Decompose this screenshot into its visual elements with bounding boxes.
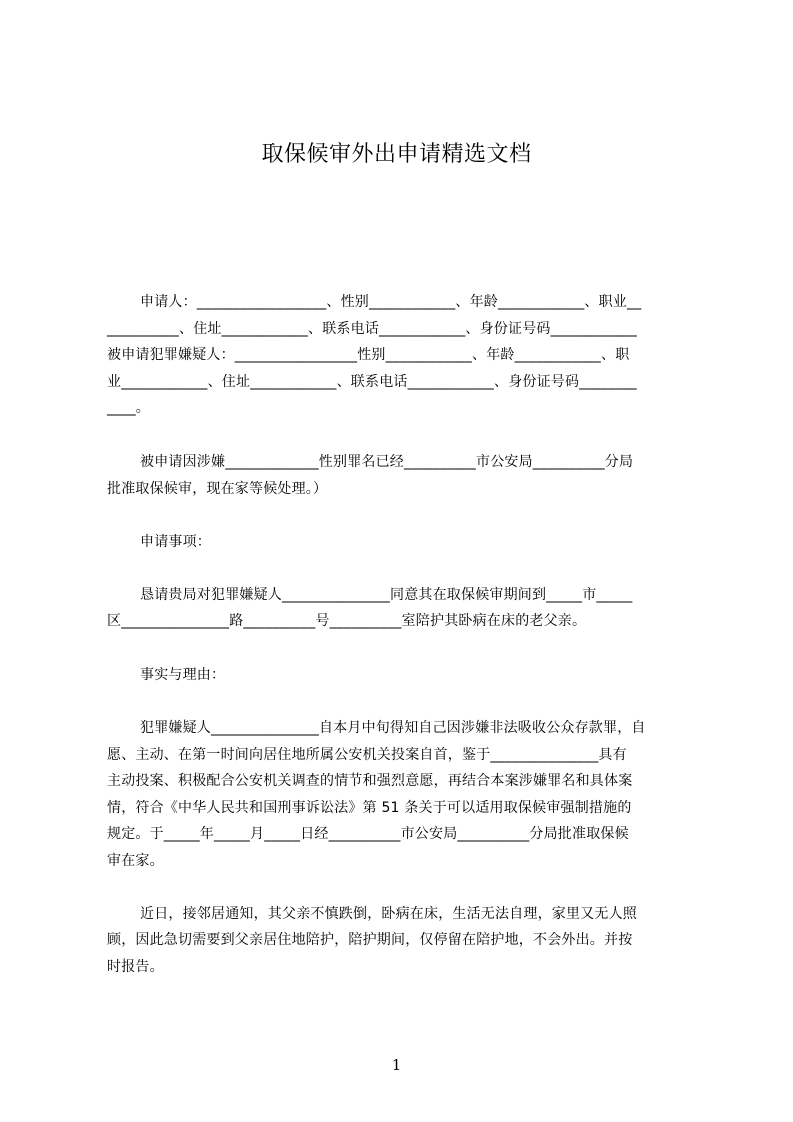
applicant-line-1: 申请人：__________________、性别____________、年龄____________、职业__ — [140, 294, 642, 310]
facts-line-6: 审在家。 — [107, 853, 164, 869]
request-line-1: 恳请贵局对犯罪嫌疑人_______________同意其在取保候审期间到_____市_____ — [140, 587, 633, 603]
applicant-line-5: ____。 — [107, 400, 150, 416]
recent-line-2: 顾，因此急切需要到父亲居住地陪护，陪护期间，仅停留在陪护地，不会外出。并按 — [107, 932, 633, 948]
case-line-1: 被申请因涉嫌_____________性别罪名已经__________市公安局__________分局 — [140, 454, 634, 470]
facts-line-4: 情，符合《中华人民共和国刑事诉讼法》第 51 条关于可以适用取保候审强制措施的 — [107, 800, 632, 816]
case-line-2: 批准取保候审，现在家等候处理。） — [107, 481, 328, 497]
page-number: 1 — [391, 1056, 402, 1074]
facts-line-3: 主动投案、积极配合公安机关调查的情节和强烈意愿，再结合本案涉嫌罪名和具体案 — [107, 773, 633, 789]
applicant-line-2: __________、住址____________、联系电话____________、身份证号码____________ — [107, 321, 637, 337]
request-heading: 申请事项： — [140, 534, 211, 550]
facts-line-1: 犯罪嫌疑人_______________自本月中旬得知自己因涉嫌非法吸收公众存款罪，自 — [140, 720, 646, 736]
page-title: 取保候审外出申请精选文档 — [261, 142, 532, 167]
applicant-line-4: 业____________、住址____________、联系电话____________、身份证号码________ — [107, 374, 637, 390]
facts-line-2: 愿、主动、在第一时间向居住地所属公安机关投案自首，鉴于_______________具有 — [107, 747, 627, 763]
request-line-2: 区_______________路__________号__________室陪护其卧病在床的老父亲。 — [107, 613, 587, 629]
recent-line-1: 近日，接邻居通知，其父亲不慎跌倒，卧病在床，生活无法自理，家里又无人照 — [140, 906, 637, 922]
facts-heading: 事实与理由： — [140, 667, 226, 683]
facts-line-5: 规定。于_____年_____月_____日经__________市公安局__________分局批准取保候 — [107, 826, 629, 842]
applicant-line-3: 被申请犯罪嫌疑人：_________________性别____________、年龄____________、职 — [107, 347, 630, 363]
recent-line-3: 时报告。 — [107, 959, 164, 975]
